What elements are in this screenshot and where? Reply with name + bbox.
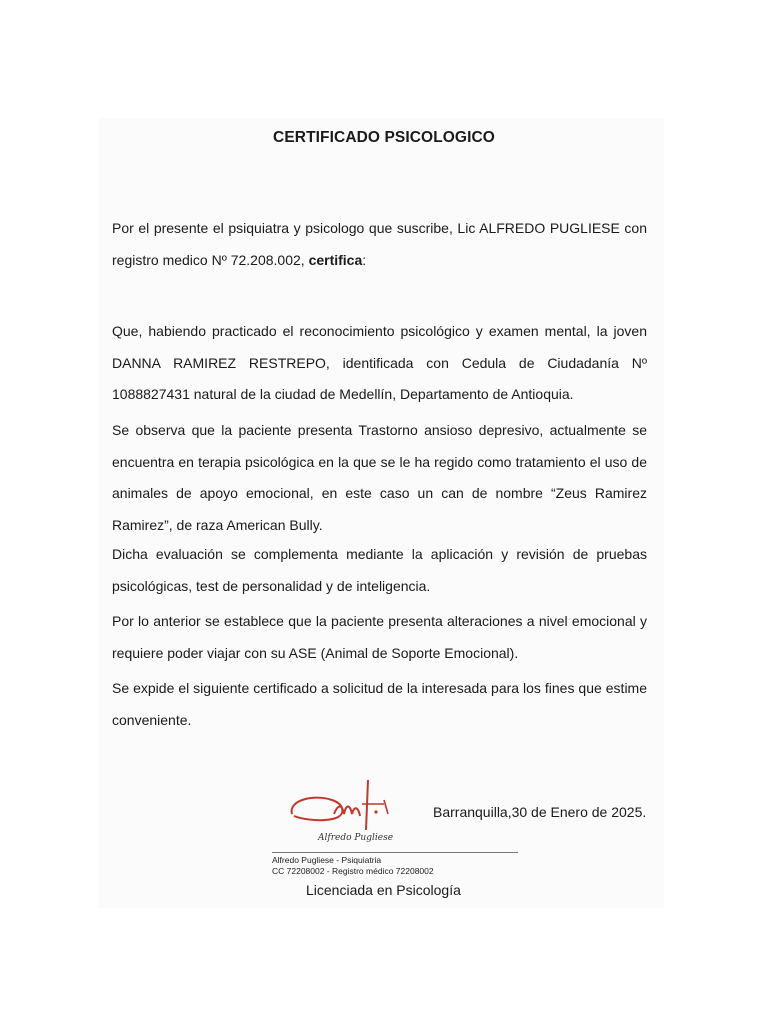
signer-title: Licenciada en Psicología [306, 882, 461, 898]
script-name: Alfredo Pugliese [318, 833, 394, 843]
paragraph-issuance: Se expide el siguiente certificado a solicitud de la interesada para los fines que estime conveniente. [112, 680, 647, 728]
intro-paragraph [112, 213, 647, 276]
paragraph-conclusion: Por lo anterior se establece que la paciente presenta alteraciones a nivel emocional y requiere poder viajar con su ASE (Animal de Soporte Emocional). [112, 613, 647, 661]
signature-line [272, 852, 518, 853]
paragraph-evaluation: Dicha evaluación se complementa mediante la aplicación y revisión de pruebas psicológicas, test de personalidad y de inteligencia. [112, 546, 647, 594]
stamp-name: Alfredo Pugliese - Psiquiatria [272, 855, 382, 865]
doctor-stamp [272, 855, 434, 877]
paragraph-identification: Que, habiendo practicado el reconocimiento psicológico y examen mental, la joven DANNA RAMIREZ RESTREPO, identificada con Cedula de Ciudadanía Nº 1088827431 natural de la ciudad de Medellín, Departamento de Antioquia. [112, 323, 647, 402]
handwritten-signature [284, 774, 404, 854]
stamp-registry: CC 72208002 - Registro médico 72208002 [272, 866, 434, 876]
document-title: CERTIFICADO PSICOLOGICO [273, 129, 495, 146]
city-date: Barranquilla,30 de Enero de 2025. [433, 804, 647, 820]
paragraph-diagnosis: Se observa que la paciente presenta Trastorno ansioso depresivo, actualmente se encuentra en terapia psicológica en la que se le ha regido como tratamiento el uso de animales de apoyo emocional, en este caso un can de nombre “Zeus Ramirez Ramirez”, de raza American Bully. [112, 422, 647, 533]
intro-text: Por el presente el psiquiatra y psicologo que suscribe, Lic ALFREDO PUGLIESE con registro medico Nº 72.208.002, [112, 220, 647, 268]
intro-colon: : [362, 251, 367, 268]
certifica-bold: certifica [308, 251, 363, 268]
